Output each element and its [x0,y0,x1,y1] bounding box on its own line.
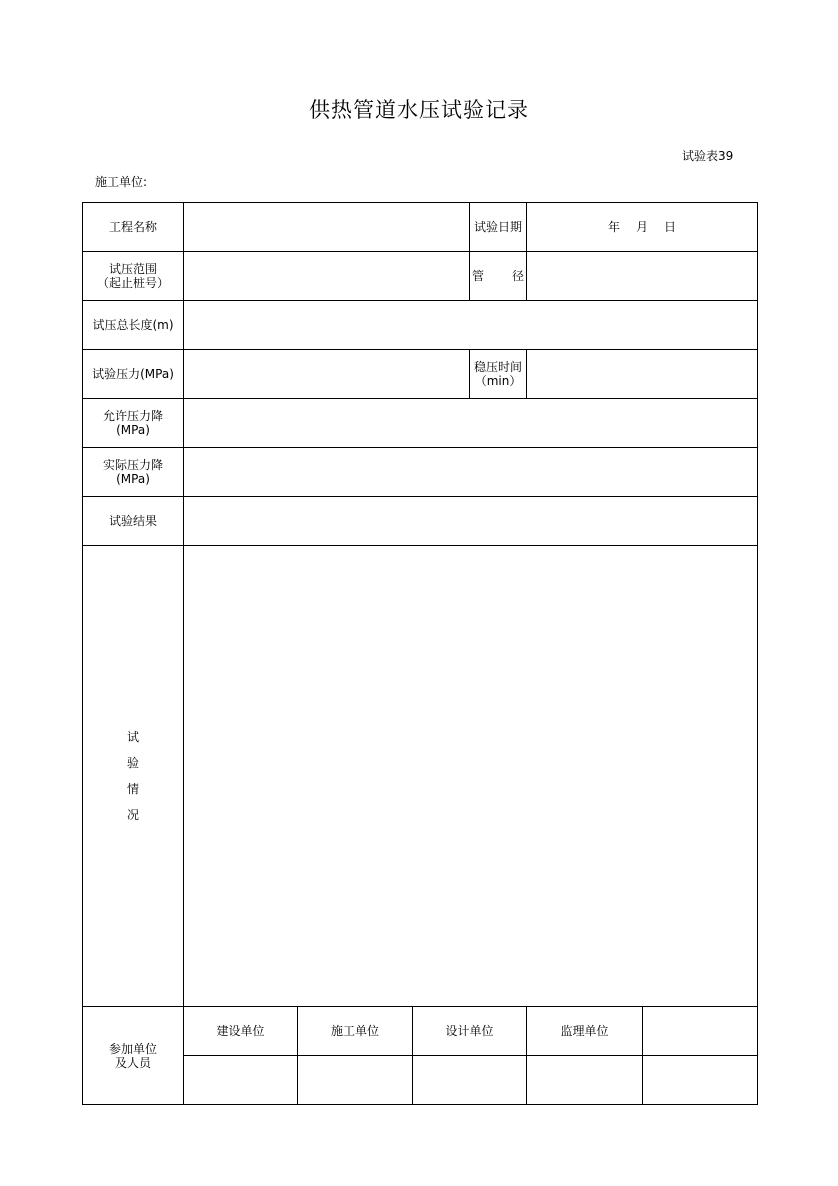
test-pressure-label: 试验压力(MPa) [83,350,184,399]
unit-supervisor-label: 监理单位 [527,1007,643,1056]
row-actual-drop [83,448,758,497]
participants-label-line1: 参加单位 [108,1041,157,1056]
date-month: 月 [636,220,649,234]
date-day: 日 [664,220,677,234]
total-length-label: 试压总长度(m) [83,301,184,350]
row-test-result [83,497,758,546]
actual-drop-label-line1: 实际压力降 [102,458,163,472]
row-participants-header [83,1007,758,1056]
allowed-drop-label [83,399,184,448]
row-test-situation [83,546,758,1007]
pipe-diameter-value[interactable] [527,252,758,301]
pipe-diameter-label [470,252,527,301]
situation-char-3: 情 [126,782,139,796]
row-test-pressure [83,350,758,399]
construction-unit-label: 施工单位: [95,175,148,189]
test-pressure-value[interactable] [184,350,470,399]
participants-label [83,1007,184,1105]
test-range-label-line2: （起止桩号） [96,276,169,290]
row-allowed-drop [83,399,758,448]
test-range-value[interactable] [184,252,470,301]
allowed-drop-label-line1: 允许压力降 [102,409,163,423]
hold-time-value[interactable] [527,350,758,399]
supervisor-signature[interactable] [527,1056,643,1105]
hold-time-label [470,350,527,399]
situation-char-1: 试 [126,730,139,744]
contractor-signature[interactable] [298,1056,413,1105]
hold-time-label-line2: （min） [474,374,522,388]
allowed-drop-label-line2: (MPa) [116,423,150,437]
designer-signature[interactable] [413,1056,527,1105]
test-date-value[interactable] [527,203,758,252]
row-project-name [83,203,758,252]
unit-extra-label[interactable] [643,1007,758,1056]
page-title: 供热管道水压试验记录 [309,98,529,122]
unit-contractor-label: 施工单位 [298,1007,413,1056]
situation-char-2: 验 [126,756,139,770]
row-test-range [83,252,758,301]
total-length-value[interactable] [184,301,758,350]
test-situation-value[interactable] [184,546,758,1007]
unit-designer-label: 设计单位 [413,1007,527,1056]
test-result-value[interactable] [184,497,758,546]
extra-signature[interactable] [643,1056,758,1105]
row-total-length [83,301,758,350]
test-range-label [83,252,184,301]
test-situation-label [83,546,184,1007]
form-number: 试验表39 [682,149,734,163]
test-date-label: 试验日期 [470,203,527,252]
date-year: 年 [608,220,621,234]
owner-signature[interactable] [184,1056,298,1105]
situation-char-4: 况 [126,808,139,822]
project-name-label: 工程名称 [83,203,184,252]
project-name-value[interactable] [184,203,470,252]
participants-label-line2: 及人员 [114,1055,151,1070]
hold-time-label-line1: 稳压时间 [474,360,523,374]
actual-drop-label-line2: (MPa) [116,472,150,486]
row-participants-signatures [83,1056,758,1105]
test-range-label-line1: 试压范围 [108,262,157,276]
pipe-diameter-label-a: 管 [472,269,485,283]
actual-drop-value[interactable] [184,448,758,497]
test-result-label: 试验结果 [83,497,184,546]
allowed-drop-value[interactable] [184,399,758,448]
test-record-table [82,202,758,1105]
unit-owner-label: 建设单位 [184,1007,298,1056]
pipe-diameter-label-b: 径 [512,269,525,283]
actual-drop-label [83,448,184,497]
